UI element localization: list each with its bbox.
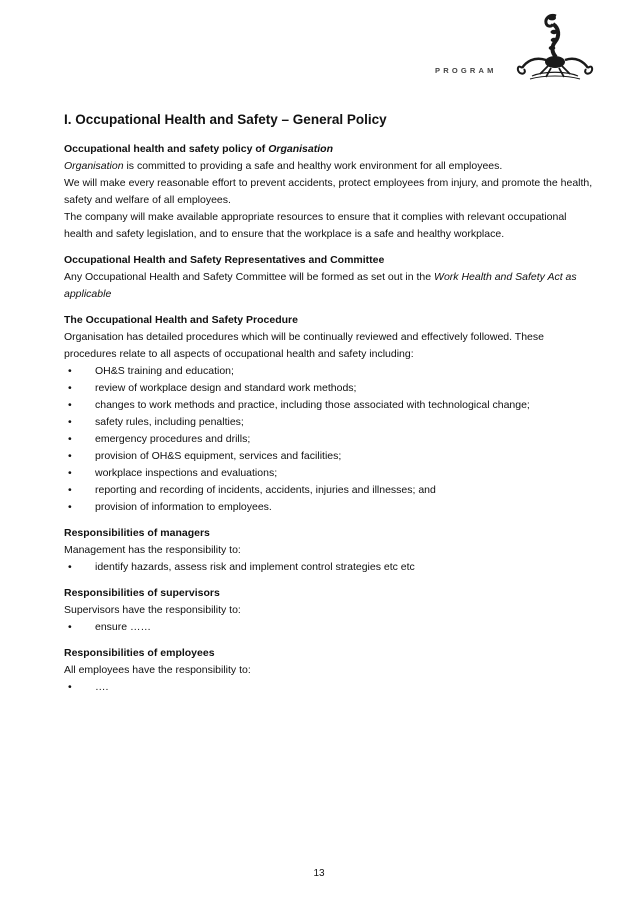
procedure-intro: Organisation has detailed procedures which will be continually reviewed and effectively followed. These procedures relate to all aspects of occupational health and safety including: xyxy=(64,331,544,360)
list-item: • reporting and recording of incidents, accidents, injuries and illnesses; and xyxy=(64,482,594,499)
scorpion-logo-icon xyxy=(510,10,594,82)
managers-list xyxy=(64,559,594,576)
document-body xyxy=(64,112,594,696)
policy-line-1: Organisation is committed to providing a safe and healthy work environment for all employees. xyxy=(64,160,503,172)
list-item: • review of workplace design and standard work methods; xyxy=(64,380,594,397)
employees-intro: All employees have the responsibility to: xyxy=(64,664,251,676)
section-heading-supervisors: Responsibilities of supervisors xyxy=(64,587,220,599)
page-title: I. Occupational Health and Safety – General Policy xyxy=(64,112,387,127)
section-heading-policy: Occupational health and safety policy of Organisation xyxy=(64,143,333,155)
employees-list xyxy=(64,679,594,696)
list-item: • workplace inspections and evaluations; xyxy=(64,465,594,482)
supervisors-intro: Supervisors have the responsibility to: xyxy=(64,604,241,616)
bullet-icon: • xyxy=(68,681,72,693)
bullet-icon: • xyxy=(68,484,72,496)
procedure-list xyxy=(64,363,594,516)
program-label: PROGRAM xyxy=(435,66,497,75)
supervisors-list xyxy=(64,619,594,636)
bullet-icon: • xyxy=(68,365,72,377)
bullet-icon: • xyxy=(68,621,72,633)
list-item: • emergency procedures and drills; xyxy=(64,431,594,448)
bullet-icon: • xyxy=(68,399,72,411)
section-heading-procedure: The Occupational Health and Safety Procedure xyxy=(64,314,298,326)
list-item: • safety rules, including penalties; xyxy=(64,414,594,431)
bullet-icon: • xyxy=(68,467,72,479)
section-heading-employees: Responsibilities of employees xyxy=(64,647,215,659)
bullet-icon: • xyxy=(68,450,72,462)
bullet-icon: • xyxy=(68,382,72,394)
representatives-text: Any Occupational Health and Safety Committee will be formed as set out in the Work Health and Safety Act as applicable xyxy=(64,271,577,300)
list-item: • provision of OH&S equipment, services and facilities; xyxy=(64,448,594,465)
section-heading-managers: Responsibilities of managers xyxy=(64,527,210,539)
list-item: • ensure …… xyxy=(64,619,594,636)
list-item: • identify hazards, assess risk and implement control strategies etc etc xyxy=(64,559,594,576)
bullet-icon: • xyxy=(68,433,72,445)
policy-line-2: We will make every reasonable effort to prevent accidents, protect employees from injury, and promote the health, safety and welfare of all employees. xyxy=(64,177,593,206)
bullet-icon: • xyxy=(68,501,72,513)
list-item: • OH&S training and education; xyxy=(64,363,594,380)
section-heading-representatives: Occupational Health and Safety Representatives and Committee xyxy=(64,254,385,266)
list-item: • changes to work methods and practice, including those associated with technological change; xyxy=(64,397,594,414)
list-item: • provision of information to employees. xyxy=(64,499,594,516)
managers-intro: Management has the responsibility to: xyxy=(64,544,241,556)
list-item: • …. xyxy=(64,679,594,696)
bullet-icon: • xyxy=(68,416,72,428)
page-number: 13 xyxy=(313,868,325,879)
policy-line-3: The company will make available appropriate resources to ensure that it complies with relevant occupational health and safety legislation, and to ensure that the workplace is a safe and healthy workplace. xyxy=(64,211,567,240)
bullet-icon: • xyxy=(68,561,72,573)
